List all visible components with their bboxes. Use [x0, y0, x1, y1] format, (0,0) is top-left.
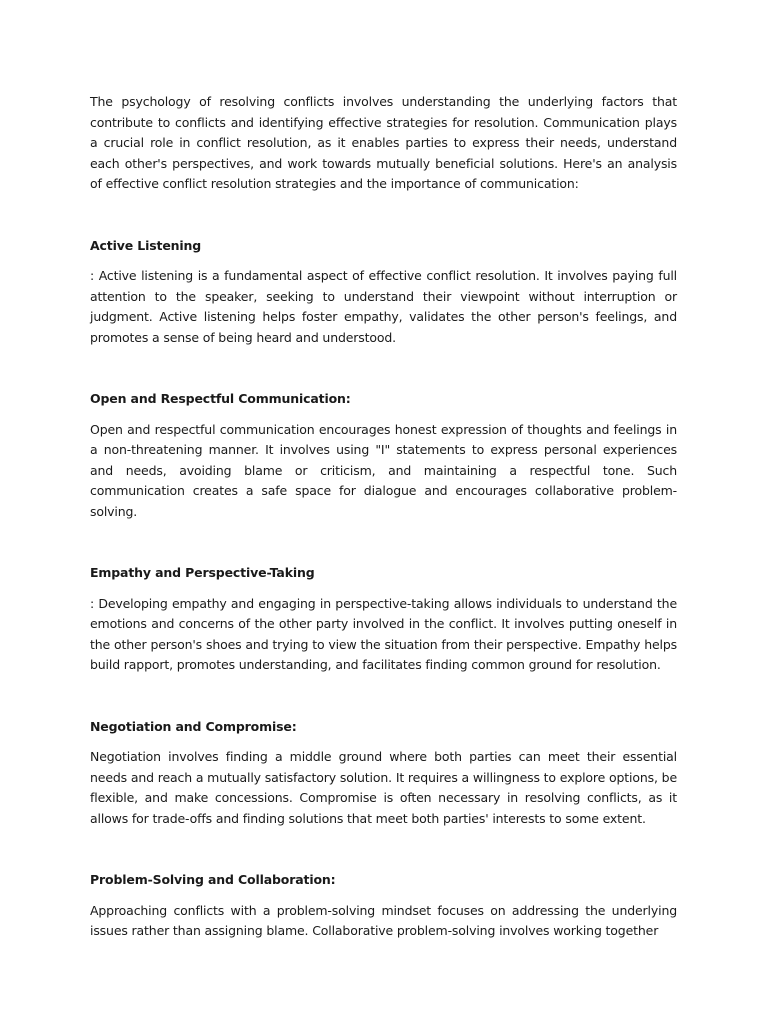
section-body: : Developing empathy and engaging in perspective-taking allows individuals to understand the emotions and concerns of the other party involved in the conflict. It involves putting oneself in the other person's shoes and trying to view the situation from their perspective. Empathy helps build rapport, promotes understanding, and facilitates finding common ground for resolution.: [90, 595, 677, 672]
section-body: Negotiation involves finding a middle ground where both parties can meet their essential needs and reach a mutually satisfactory solution. It requires a willingness to explore options, be flexible, and make concessions. Compromise is often necessary in resolving conflicts, as it allows for trade-offs and finding solutions that meet both parties' interests to some extent.: [90, 749, 677, 826]
section-open-respectful-communication: [90, 389, 677, 522]
section-heading: Active Listening: [90, 237, 202, 253]
section-active-listening: [90, 236, 677, 349]
section-negotiation-compromise: [90, 717, 677, 830]
section-body: Approaching conflicts with a problem-solving mindset focuses on addressing the underlying issues rather than assigning blame. Collaborative problem-solving involves working together: [90, 902, 677, 938]
section-empathy-perspective-taking: [90, 563, 677, 676]
section-body: : Active listening is a fundamental aspect of effective conflict resolution. It involves paying full attention to the speaker, seeking to understand their viewpoint without interruption or judgment. Active listening helps foster empathy, validates the other person's feelings, and promotes a sense of being heard and understood.: [90, 268, 677, 345]
section-heading: Empathy and Perspective-Taking: [90, 565, 315, 580]
section-heading: Problem-Solving and Collaboration:: [90, 872, 336, 887]
document-page: [90, 92, 677, 942]
intro-paragraph: The psychology of resolving conflicts involves understanding the underlying factors that contribute to conflicts and identifying effective strategies for resolution. Communication plays a crucial role in conflict resolution, as it enables parties to express their needs, understand each other's perspectives, and work towards mutually beneficial solutions. Here's an analysis of effective conflict resolution strategies and the importance of communication:: [90, 94, 677, 191]
section-body: Open and respectful communication encourages honest expression of thoughts and feelings in a non-threatening manner. It involves using "I" statements to express personal experiences and needs, avoiding blame or criticism, and maintaining a respectful tone. Such communication creates a safe space for dialogue and encourages collaborative problem-solving.: [90, 421, 677, 519]
section-problem-solving-collaboration: [90, 870, 677, 942]
section-heading: Negotiation and Compromise:: [90, 718, 297, 734]
section-heading: Open and Respectful Communication:: [90, 391, 351, 406]
